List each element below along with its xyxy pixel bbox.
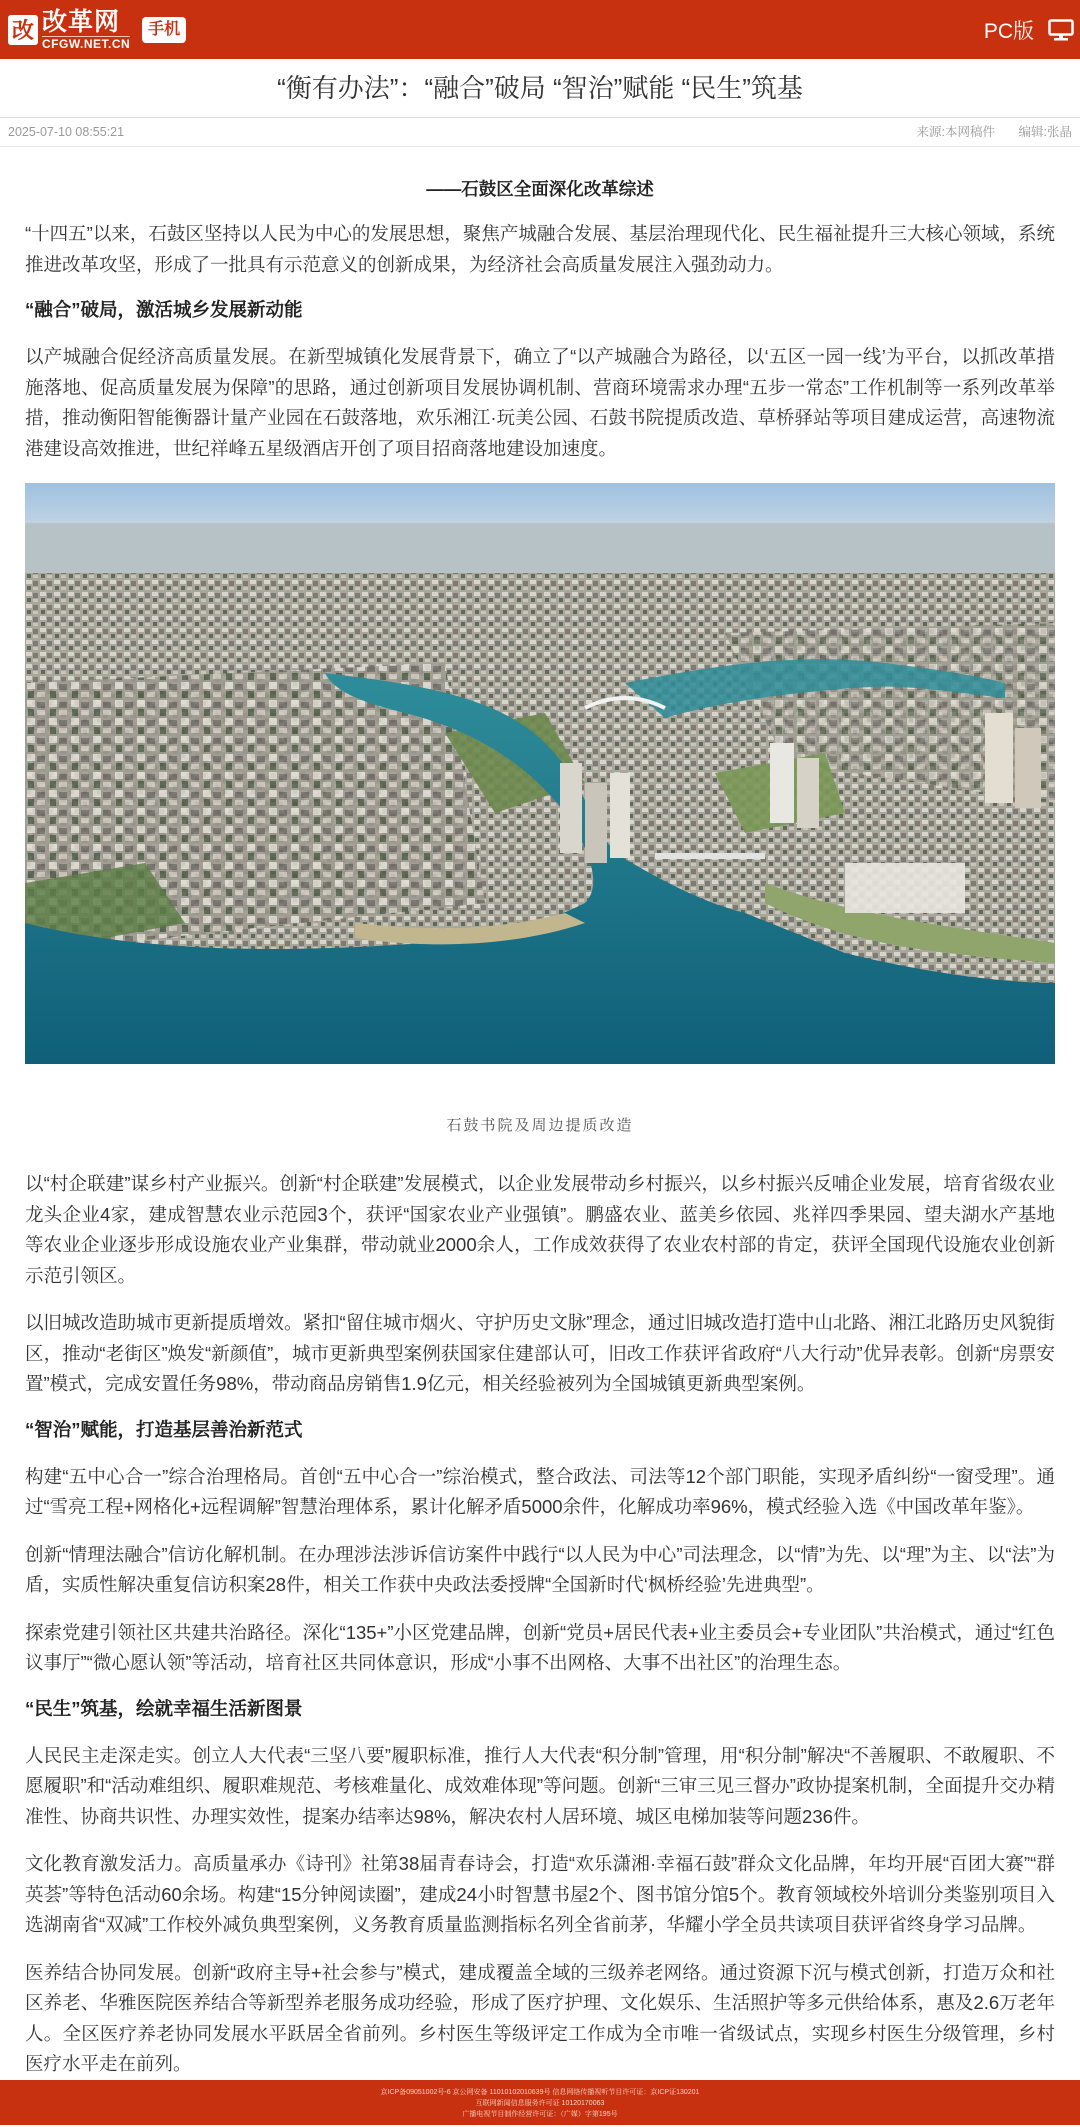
article-editor: 编辑:张晶 [1019, 125, 1072, 139]
article-subtitle: ——石鼓区全面深化改革综述 [25, 176, 1055, 202]
footer-license-line: 广播电视节目制作经营许可证：（广媒）字第195号 [0, 2109, 1080, 2120]
article-title: “衡有办法”：“融合”破局 “智治”赋能 “民生”筑基 [0, 59, 1080, 117]
meta-right [897, 118, 1072, 146]
intro-paragraph: “十四五”以来，石鼓区坚持以人民为中心的发展思想，聚焦产城融合发展、基层治理现代化、民生福祉提升三大核心领域，系统推进改革攻坚，形成了一批具有示范意义的创新成果，为经济社会高质量发展注入强劲动力。 [25, 219, 1055, 280]
paragraph: 探索党建引领社区共建共治路径。深化“135+”小区党建品牌，创新“党员+居民代表+业主委员会+专业团队”共治模式，通过“红色议事厅”“微心愿认领”等活动，培育社区共同体意识，形成“小事不出网格、大事不出社区”的治理生态。 [25, 1618, 1055, 1679]
aerial-city-photo [25, 483, 1055, 1064]
paragraph: 以产城融合促经济高质量发展。在新型城镇化发展背景下，确立了“以产城融合为路径，以‘五区一园一线’为平台，以抓改革措施落地、促高质量发展为保障”的思路，通过创新项目发展协调机制、营商环境需求办理“五步一常态”工作机制等一系列改革举措，推动衡阳智能衡器计量产业园在石鼓落地，欢乐湘江·玩美公园、石鼓书院提质改造、草桥驿站等项目建成运营，高速物流港建设高效推进，世纪祥峰五星级酒店开创了项目招商落地建设加速度。 [25, 342, 1055, 464]
top-header [0, 0, 1080, 59]
logo-text [42, 8, 130, 51]
paragraph: 人民民主走深走实。创立人大代表“三坚八要”履职标准，推行人大代表“积分制”管理，用“积分制”解决“不善履职、不敢履职、不愿履职”和“活动难组织、履职难规范、考核难量化、成效难体现”等问题。创新“三审三见三督办”政协提案机制，全面提升交办精准性、协商共识性、办理实效性，提案办结率达98%，解决农村人居环境、城区电梯加装等问题236件。 [25, 1741, 1055, 1833]
logo-en-domain: CFGW.NET.CN [42, 36, 130, 51]
section-heading-integration: “融合”破局，激活城乡发展新动能 [25, 295, 1055, 325]
footer-license-line: 互联网新闻信息服务许可证 10120170063 [0, 2098, 1080, 2109]
paragraph: 医养结合协同发展。创新“政府主导+社会参与”模式，建成覆盖全域的三级养老网络。通过资源下沉与模式创新，打造万众和社区养老、华雅医院医养结合等新型养老服务成功经验，形成了医疗护理、文化娱乐、生活照护等多元供给体系，惠及2.6万老年人。全区医疗养老协同发展水平跃居全省前列。乡村医生等级评定工作成为全市唯一省级试点，实现乡村医生分级管理，乡村医疗水平走在前列。 [25, 1958, 1055, 2080]
paragraph: 文化教育激发活力。高质量承办《诗刊》社第38届青春诗会，打造“欢乐潇湘·幸福石鼓”群众文化品牌，年均开展“百团大赛”“群英荟”等特色活动60余场。构建“15分钟阅读圈”，建成24小时智慧书屋2个、图书馆分馆5个。教育领域校外培训分类鉴别项目入选湖南省“双减”工作校外减负典型案例，义务教育质量监测指标名列全省前茅，华耀小学全员共读项目获评省终身学习品牌。 [25, 1849, 1055, 1941]
logo-cn-name: 改革网 [42, 8, 130, 36]
mobile-badge[interactable]: 手机 [142, 17, 186, 43]
article-source: 来源:本网稿件 [917, 125, 995, 139]
photo-caption: 石鼓书院及周边提质改造 [25, 1114, 1055, 1136]
site-footer [0, 2080, 1080, 2125]
meta-divider [0, 146, 1080, 147]
paragraph: 构建“五中心合一”综合治理格局。首创“五中心合一”综治模式，整合政法、司法等12个部门职能，实现矛盾纠纷“一窗受理”。通过“雪亮工程+网格化+远程调解”智慧治理体系，累计化解矛盾5000余件，化解成功率96%，模式经验入选《中国改革年鉴》。 [25, 1462, 1055, 1523]
pc-version-label: PC版 [984, 15, 1034, 45]
paragraph: 以旧城改造助城市更新提质增效。紧扣“留住城市烟火、守护历史文脉”理念，通过旧城改造打造中山北路、湘江北路历史风貌街区，推动“老街区”焕发“新颜值”，城市更新典型案例获国家住建部认可，旧改工作获评省政府“八大行动”优异表彰。创新“房票安置”模式，完成安置任务98%，带动商品房销售1.9亿元，相关经验被列为全国城镇更新典型案例。 [25, 1308, 1055, 1400]
logo-mark-icon: 改 [8, 15, 38, 45]
publish-date: 2025-07-10 08:55:21 [8, 118, 124, 146]
paragraph: 创新“情理法融合”信访化解机制。在办理涉法涉诉信访案件中践行“以人民为中心”司法理念，以“情”为先、以“理”为主、以“法”为盾，实质性解决重复信访积案28件，相关工作获中央政法委授牌“全国新时代‘枫桥经验’先进典型”。 [25, 1540, 1055, 1601]
section-heading-livelihood: “民生”筑基，绘就幸福生活新图景 [25, 1694, 1055, 1724]
monitor-icon [1048, 19, 1074, 41]
article-meta [0, 118, 1080, 146]
article-body [0, 176, 1080, 2127]
pc-version-link[interactable] [984, 0, 1074, 59]
footer-license-line[interactable]: 京ICP备09051002号-6 京公网安备 11010102010639号 信息网络传播视听节目许可证：京ICP证130201 [0, 2087, 1080, 2098]
site-logo[interactable] [8, 0, 130, 59]
paragraph: 以“村企联建”谋乡村产业振兴。创新“村企联建”发展模式，以企业发展带动乡村振兴，以乡村振兴反哺企业发展，培育省级农业龙头企业4家，建成智慧农业示范园3个，获评“国家农业产业强镇”。鹏盛农业、蓝美乡依园、兆祥四季果园、望夫湖水产基地等农业企业逐步形成设施农业产业集群，带动就业2000余人，工作成效获得了农业农村部的肯定，获评全国现代设施农业创新示范引领区。 [25, 1169, 1055, 1291]
section-heading-governance: “智治”赋能，打造基层善治新范式 [25, 1415, 1055, 1445]
